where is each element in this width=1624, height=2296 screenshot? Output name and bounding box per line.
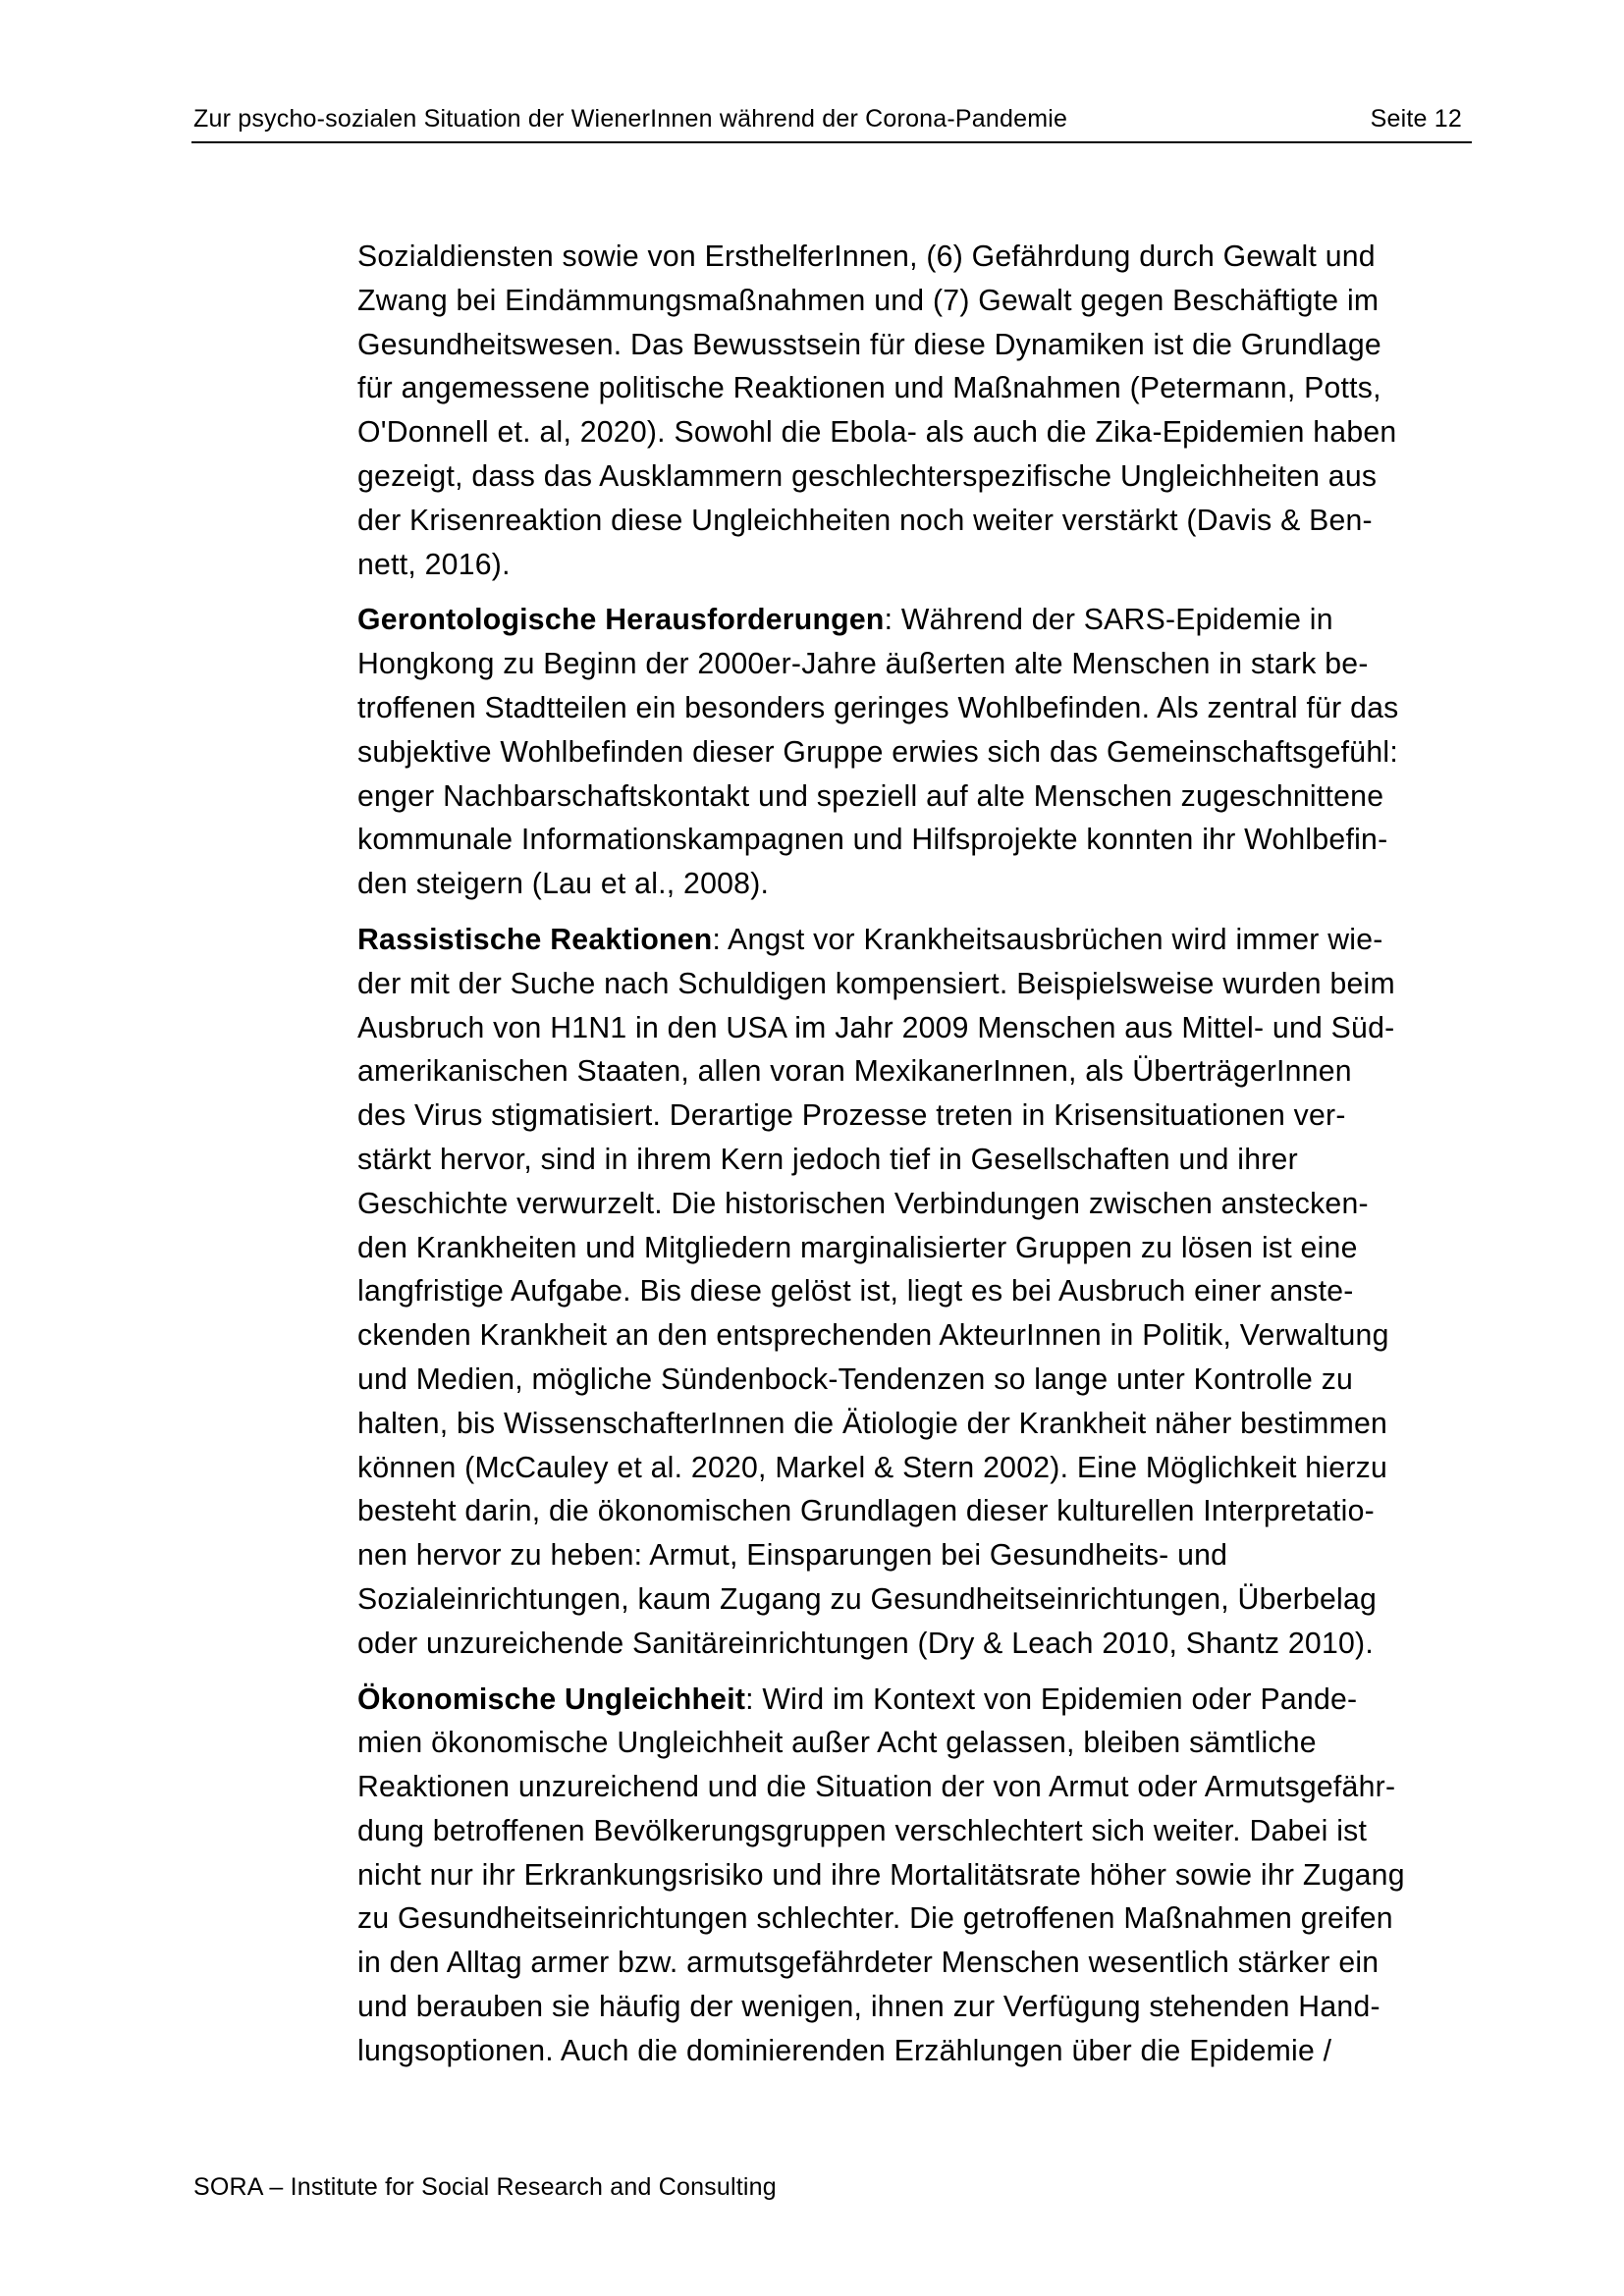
text-line: Zwang bei Eindämmungsmaßnahmen und (7) Gewalt gegen Beschäftigte im: [357, 284, 1380, 317]
text-line: troffenen Stadtteilen ein besonders geringes Wohlbefinden. Als zentral für das: [357, 691, 1399, 724]
text-line: mien ökonomische Ungleichheit außer Acht gelassen, bleiben sämtliche: [357, 1727, 1317, 1760]
text-line: dung betroffenen Bevölkerungsgruppen verschlechtert sich weiter. Dabei ist: [357, 1814, 1368, 1847]
paragraph-gerontological: [357, 599, 1477, 907]
text-line: lungsoptionen. Auch die dominierenden Erzählungen über die Epidemie /: [357, 2034, 1332, 2067]
paragraph-heading: Rassistische Reaktionen: [357, 923, 713, 956]
text-line: für angemessene politische Reaktionen und Maßnahmen (Petermann, Potts,: [357, 372, 1381, 405]
text-line: Reaktionen unzureichend und die Situation der von Armut oder Armutsgefähr-: [357, 1771, 1396, 1804]
heading-continuation: : Wird im Kontext von Epidemien oder Pande-: [745, 1682, 1358, 1716]
text-line: kommunale Informationskampagnen und Hilfsprojekte konnten ihr Wohlbefin-: [357, 824, 1388, 857]
text-line: können (McCauley et al. 2020, Markel & Stern 2002). Eine Möglichkeit hierzu: [357, 1451, 1388, 1484]
text-line: [357, 599, 1477, 643]
text-line: Sozialdiensten sowie von ErsthelferInnen, (6) Gefährdung durch Gewalt und: [357, 240, 1376, 273]
text-line: den steigern (Lau et al., 2008).: [357, 868, 770, 901]
text-line: nett, 2016).: [357, 548, 511, 581]
paragraph-heading: Ökonomische Ungleichheit: [357, 1682, 746, 1716]
text-line: Geschichte verwurzelt. Die historischen Verbindungen zwischen anstecken-: [357, 1187, 1369, 1220]
text-line: der Krisenreaktion diese Ungleichheiten noch weiter verstärkt (Davis & Ben-: [357, 504, 1373, 537]
text-line: Gesundheitswesen. Das Bewusstsein für diese Dynamiken ist die Grundlage: [357, 328, 1381, 361]
heading-continuation: : Angst vor Krankheitsausbrüchen wird immer wie-: [712, 923, 1383, 956]
page-number: Seite 12: [1370, 105, 1462, 133]
text-line: und berauben sie häufig der wenigen, ihnen zur Verfügung stehenden Hand-: [357, 1991, 1380, 2024]
page-footer: SORA – Institute for Social Research and Consulting: [193, 2173, 777, 2201]
text-line: Ausbruch von H1N1 in den USA im Jahr 2009 Menschen aus Mittel- und Süd-: [357, 1011, 1395, 1044]
text-line: gezeigt, dass das Ausklammern geschlechterspezifische Ungleichheiten aus: [357, 459, 1378, 493]
text-line: enger Nachbarschaftskontakt und speziell auf alte Menschen zugeschnittene: [357, 779, 1384, 813]
text-line: O'Donnell et. al, 2020). Sowohl die Ebola- als auch die Zika-Epidemien haben: [357, 416, 1397, 450]
paragraph-racist-reactions: [357, 919, 1477, 1667]
text-line: nicht nur ihr Erkrankungsrisiko und ihre Mortalitätsrate höher sowie ihr Zugang: [357, 1858, 1405, 1892]
text-line: in den Alltag armer bzw. armutsgefährdeter Menschen wesentlich stärker ein: [357, 1947, 1380, 1980]
page-header: [191, 102, 1472, 143]
text-line: langfristige Aufgabe. Bis diese gelöst ist, liegt es bei Ausbruch einer anste-: [357, 1275, 1354, 1308]
paragraph-heading: Gerontologische Herausforderungen: [357, 604, 885, 637]
body-text: [357, 236, 1477, 2086]
text-line: des Virus stigmatisiert. Derartige Prozesse treten in Krisensituationen ver-: [357, 1099, 1346, 1133]
text-line: amerikanischen Staaten, allen voran MexikanerInnen, als ÜberträgerInnen: [357, 1055, 1352, 1089]
text-line: oder unzureichende Sanitäreinrichtungen (Dry & Leach 2010, Shantz 2010).: [357, 1627, 1374, 1660]
text-line: [357, 1679, 1477, 1723]
text-line: besteht darin, die ökonomischen Grundlagen dieser kulturellen Interpretatio-: [357, 1495, 1375, 1528]
text-line: Sozialeinrichtungen, kaum Zugang zu Gesundheitseinrichtungen, Überbelag: [357, 1582, 1378, 1616]
text-line: und Medien, mögliche Sündenbock-Tendenzen so lange unter Kontrolle zu: [357, 1362, 1354, 1396]
text-line: halten, bis WissenschafterInnen die Ätiologie der Krankheit näher bestimmen: [357, 1407, 1388, 1440]
text-line: zu Gesundheitseinrichtungen schlechter. Die getroffenen Maßnahmen greifen: [357, 1902, 1393, 1936]
paragraph-economic-inequality: [357, 1679, 1477, 2074]
text-line: subjektive Wohlbefinden dieser Gruppe erwies sich das Gemeinschaftsgefühl:: [357, 735, 1398, 769]
heading-continuation: : Während der SARS-Epidemie in: [884, 604, 1333, 637]
text-line: nen hervor zu heben: Armut, Einsparungen bei Gesundheits- und: [357, 1539, 1228, 1573]
paragraph-gender-dynamics: [357, 236, 1477, 587]
text-line: den Krankheiten und Mitgliedern marginalisierter Gruppen zu lösen ist eine: [357, 1231, 1358, 1264]
text-line: stärkt hervor, sind in ihrem Kern jedoch tief in Gesellschaften und ihrer: [357, 1143, 1298, 1176]
text-line: [357, 919, 1477, 963]
text-line: Hongkong zu Beginn der 2000er-Jahre äußerten alte Menschen in stark be-: [357, 648, 1369, 681]
text-line: der mit der Suche nach Schuldigen kompensiert. Beispielsweise wurden beim: [357, 967, 1395, 1000]
header-title: Zur psycho-sozialen Situation der WienerInnen während der Corona-Pandemie: [193, 105, 1068, 133]
text-line: ckenden Krankheit an den entsprechenden AkteurInnen in Politik, Verwaltung: [357, 1319, 1389, 1353]
